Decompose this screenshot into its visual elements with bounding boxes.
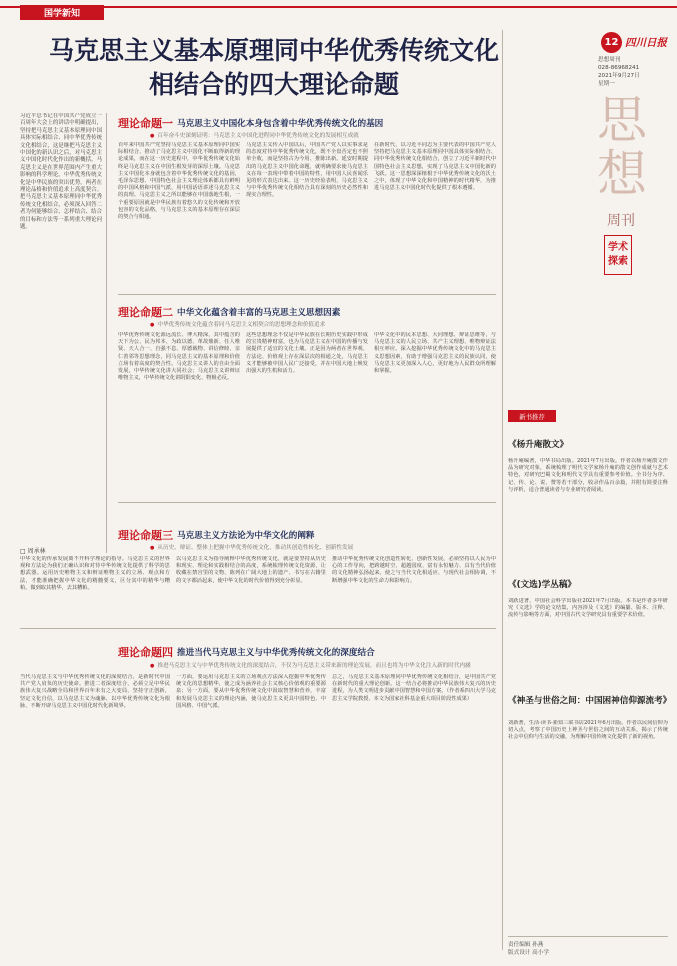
masthead-info	[598, 56, 658, 88]
section-2-title: 中华文化蕴含着丰富的马克思主义思想因素	[177, 308, 341, 318]
section-4-label: 理论命题四	[118, 646, 173, 659]
section-4-col-3: 总之，马克思主义基本原理同中华优秀传统文化相结合，是中国共产党在新时代的重大理论创新。这一结合必将推动中华民族伟大复兴的历史进程，为人类文明进步贡献中国智慧和中国方案。（作者系四川大学马克思主义学院教授、本文为国家社科基金重大项目阶段性成果）	[332, 674, 496, 702]
section-2-col-1: 中华优秀传统文化源远流长、博大精深，其中蕴含的天下为公、民为邦本、为政以德、革故鼎新、任人唯贤、天人合一、自强不息、厚德载物、讲信修睦、亲仁善邻等思想理念，同马克思主义的基本原理和价值立场有着高度的契合性。马克思主义讲人的自由全面发展，中华传统文化讲大同社会；马克思主义讲辩证唯物主义，中华传统文化讲阴阳变化、物极必反。	[118, 332, 240, 382]
editor-label: 思想周刊	[598, 57, 621, 63]
section-1-divider	[118, 294, 496, 295]
designer-credit-label: 版式设计	[508, 950, 531, 956]
section-1-title: 马克思主义中国化本身包含着中华优秀传统文化的基因	[177, 119, 384, 129]
book-3-title: 《神圣与世俗之间：中国困神信仰源流考》	[508, 696, 672, 706]
section-3-divider	[20, 628, 496, 629]
sidebar-tag-label: 新书推荐	[519, 412, 545, 421]
column-tag	[20, 5, 104, 20]
intro-divider	[106, 113, 107, 553]
author-byline: □ 周承林	[20, 548, 46, 555]
stamp-line-2: 探索	[608, 256, 628, 267]
section-4-col-2: 一方面，要运用马克思主义的立场观点方法深入挖掘中华优秀传统文化的思想精华，使之成为涵养社会主义核心价值观的重要源泉；另一方面，要从中华优秀传统文化中汲取智慧和营养，丰富和发展马克思主义的理论内涵，使马克思主义更具中国特色、中国风格、中国气派。	[176, 674, 326, 709]
editor-credit-label: 责任编辑	[508, 942, 531, 948]
headline	[0, 34, 548, 102]
footer-credits	[508, 941, 668, 957]
page-number: 12	[604, 37, 619, 48]
page-number-badge	[601, 32, 622, 53]
big-char-1: 思	[597, 91, 647, 149]
issue-date: 2021年9月27日	[598, 73, 640, 79]
book-2-title: 《(文选)学丛稿》	[508, 580, 577, 590]
section-3-col-3: 推动中华优秀传统文化创造性转化、创新性发展，必须坚持以人民为中心的工作导向，把跨越时空、超越国度、富有永恒魅力、具有当代价值的文化精神弘扬起来，使之与当代文化相适应、与现代社会相协调，不断增强中华文化的生命力和影响力。	[332, 556, 496, 584]
section-3-header	[118, 527, 315, 543]
section-3-subtitle: ● 从历史、辩证、整体上把握中华优秀传统文化，推动其创造性转化、创新性发展	[150, 543, 353, 551]
section-1-col-2: 马克思主义传入中国以后，中国共产党人以实事求是的态度对待中华优秀传统文化，既不全盘否定也不照单全收，而是坚持古为今用、推陈出新。延安时期提出的马克思主义中国化命题，就明确要求使马克思主义在每一表现中带着中国的特性，用中国人民喜闻乐见的形式表达出来。这一历史经验表明，马克思主义与中华优秀传统文化相结合具有深刻的历史必然性和现实合理性。	[246, 142, 368, 199]
paper-name: 四川日报	[625, 37, 667, 49]
column-tag-label: 国学新知	[43, 9, 80, 19]
section-2-col-3: 中华文化中的民本思想、大同理想、辩证思维等，与马克思主义的人民立场、共产主义理想、唯物辩证法相互呼应。深入挖掘中华优秀传统文化中的马克思主义思想因素，有助于增强马克思主义的民族认同，使马克思主义更加深入人心，更好地为人民群众所理解和掌握。	[374, 332, 496, 375]
section-3-label: 理论命题三	[118, 529, 173, 542]
section-4-col-1: 当代马克思主义与中华优秀传统文化的深度结合，是新时代中国共产党人肩负的历史使命。推进二者深度结合，必须立足中华民族伟大复兴战略全局和世界百年未有之大变局，坚持守正创新，坚定文化自信，以马克思主义为魂脉、以中华优秀传统文化为根脉，不断开辟马克思主义中国化时代化新境界。	[20, 674, 170, 709]
issue-weekday: 星期一	[598, 81, 615, 87]
section-2-col-2: 这些思想理念不仅是中华民族在长期历史实践中形成的宝贵精神财富，也为马克思主义在中国的传播与发展提供了适宜的文化土壤。正是因为两者在世界观、方法论、价值观上存在深层次的相通之处，马克思主义才能够被中国人民广泛接受，并在中国大地上焕发出强大的生机和活力。	[246, 332, 368, 375]
section-4-subtitle: ● 推进马克思主义与中华优秀传统文化的深度结合，不仅为马克思主义带来新的理论发展，而且也将为中华文化注入新的时代内涵	[150, 661, 496, 669]
section-name: 周刊	[607, 213, 635, 229]
section-1-subtitle: ● 百年奋斗史深刻证明：马克思主义中国化进程同中华优秀传统文化的发展相互成就	[150, 131, 359, 139]
designer-credit-name: 高小学	[532, 950, 549, 956]
book-2-text: 刘跃进著，中国社会科学出版社2021年7月出版。本书是作者多年研究《文选》学的论文结集，内容涉及《文选》的编纂、版本、注释、流传与影响等方面，对中国古代文学研究具有重要学术价值。	[508, 598, 668, 619]
section-1-header	[118, 115, 383, 131]
book-1-title: 《杨升庵散文》	[508, 440, 569, 450]
book-1-text: 杨升庵编著，中华书局出版。2021年7月出版。作者以杨升庵散文作品为研究对象，系统梳理了明代文学家杨升庵的散文创作成就与艺术特色，对研究巴蜀文化和明代文学具有重要参考价值。全书分为序、记、传、论、说、赞等若干部分，收录作品百余篇，并附有简要注释与评析，适合普通读者与专业研究者阅读。	[508, 458, 668, 493]
section-2-label: 理论命题二	[118, 306, 173, 319]
section-4-title: 推进当代马克思主义与中华优秀传统文化的深度结合	[177, 648, 375, 658]
book-3-text: 刘新著，生活·读书·新知三联书店2021年6月出版。作者以民间信仰为切入点，考察了中国历史上神圣与世俗之间的互动关系，揭示了传统社会中信仰与生活的交融，为理解中国传统文化提供了新的视角。	[508, 720, 668, 741]
headline-line-1: 马克思主义基本原理同中华优秀传统文化	[48, 36, 499, 65]
sidebar-tag	[508, 410, 556, 422]
section-1-col-3: 在新时代，以习近平同志为主要代表的中国共产党人坚持把马克思主义基本原理同中国具体实际相结合、同中华优秀传统文化相结合，创立了习近平新时代中国特色社会主义思想，实现了马克思主义中国化新的飞跃。这一思想深深植根于中华优秀传统文化的沃土之中，体现了中华文化和中国精神的时代精华，为推进马克思主义中国化时代化提供了根本遵循。	[374, 142, 496, 192]
section-2-subtitle: ● 中华优秀传统文化蕴含着同马克思主义相契合的思想理念和价值追求	[150, 320, 325, 328]
editor-credit-name: 孙燕	[532, 942, 544, 948]
section-3-col-1: 中华文化的传承发展离不开科学理论的指导。马克思主义的世界观和方法论为我们正确认识和对待中华传统文化提供了科学的思想武器。运用历史唯物主义和辩证唯物主义的立场、观点和方法，才能准确把握中华文化的精髓要义，区分其中的精华与糟粕，做到取其精华、去其糟粕。	[20, 556, 170, 591]
stamp-line-1: 学术	[608, 242, 628, 253]
section-4-header	[118, 644, 375, 660]
section-2-header	[118, 304, 340, 320]
intro-paragraph: 习近平总书记在中国共产党成立一百周年大会上的讲话中明确提出，坚持把马克思主义基本原理同中国具体实际相结合、同中华优秀传统文化相结合，这是继把马克思主义中国化的新认识之后，对马克思主义中国化时代化作出的新概括。马克思主义是在世界范围内产生重大影响的科学理论，中华优秀传统文化是中华民族的突出优势，两者在理论品格和价值追求上高度契合。把马克思主义基本原理同中华优秀传统文化相结合，必须深入回答二者为何能够结合、怎样结合、结合的目标和方法等一系列重大理论问题。	[20, 113, 102, 231]
big-char-2: 想	[597, 145, 647, 203]
section-3-col-2: 以马克思主义为指导阐释中华优秀传统文化，就是要坚持从历史和现实、理论和实践相结合的高度，系统梳理传统文化资源，让收藏在禁宫里的文物、陈列在广阔大地上的遗产、书写在古籍里的文字都活起来，使中华文化的时代价值得到充分彰显。	[176, 556, 326, 584]
section-2-divider	[118, 502, 496, 503]
section-1-col-1: 百年来中国共产党坚持马克思主义基本原理同中国实际相结合，推动了马克思主义中国化不断取得新的理论成果，而在这一历史进程中，中华优秀传统文化始终是马克思主义在中国生根发芽的深厚土壤。马克思主义中国化本身就包含着中华优秀传统文化的基因，毛泽东思想、中国特色社会主义理论体系都具有鲜明的中国风格和中国气派，用中国话语讲述马克思主义的真理。马克思主义之所以能够在中国落地生根，一个重要原因就是中华民族有着悠久的文化传统和开放包容的文化品格，与马克思主义的基本原理存在深层的契合与相通。	[118, 142, 240, 221]
sidebar-divider	[502, 30, 503, 950]
section-1-label: 理论命题一	[118, 117, 173, 130]
section-3-title: 马克思主义方法论为中华文化的阐释	[177, 531, 315, 541]
footer-rule	[508, 936, 668, 937]
stamp-box	[604, 235, 632, 275]
editor-phone: 028-86968241	[598, 65, 640, 71]
headline-line-2: 相结合的四大理论命题	[148, 70, 399, 99]
